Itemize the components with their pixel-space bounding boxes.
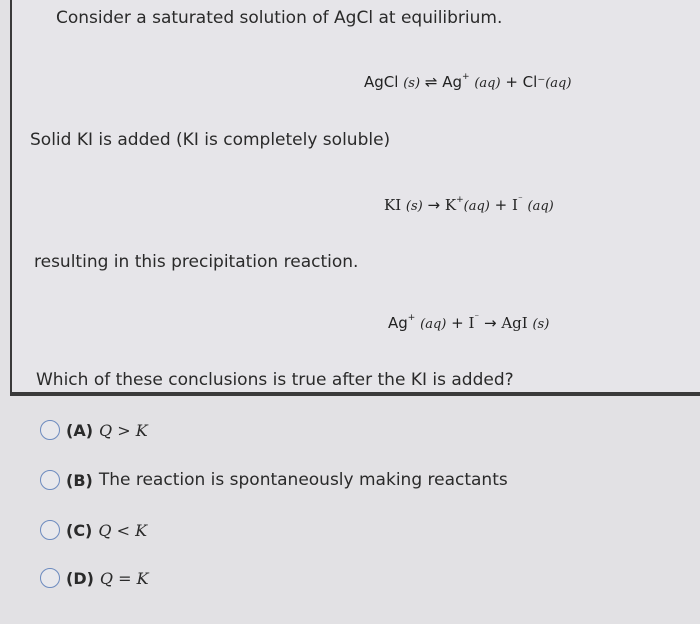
- eq1-phase-solid: (s): [403, 76, 421, 91]
- option-a-radio[interactable]: [40, 420, 60, 440]
- eq2-phase-aq-2: (aq): [527, 199, 554, 214]
- eq3-phase-aq: (aq): [420, 317, 447, 332]
- eq3-charge-i: ⁻: [474, 313, 480, 323]
- eq3-plus: +: [451, 314, 464, 332]
- option-a[interactable]: [40, 418, 148, 442]
- eq2-arrow: →: [427, 196, 441, 214]
- option-c[interactable]: [40, 518, 147, 542]
- added-text: Solid KI is added (KI is completely soluble): [30, 130, 391, 150]
- eq1-species-ag: Ag: [442, 73, 462, 91]
- eq2-phase-solid: (s): [405, 199, 423, 214]
- eq1-phase-aq-2: (aq): [545, 76, 572, 91]
- option-d-radio[interactable]: [40, 568, 60, 588]
- eq3-species-ag: Ag: [388, 314, 408, 332]
- option-c-text: Q < K: [98, 520, 148, 540]
- question-prompt: Which of these conclusions is true after the KI is added?: [36, 370, 514, 390]
- option-d-text: Q = K: [99, 568, 149, 588]
- eq2-phase-aq: (aq): [463, 199, 490, 214]
- option-b[interactable]: [40, 468, 508, 492]
- option-d[interactable]: [40, 566, 149, 590]
- eq1-phase-aq: (aq): [474, 76, 501, 91]
- dissolution-equation: [384, 196, 554, 214]
- option-b-text: The reaction is spontaneously making reactants: [98, 470, 508, 490]
- eq2-charge-k: +: [456, 195, 464, 205]
- equilibrium-equation: [364, 73, 571, 91]
- option-c-letter: (C): [66, 520, 93, 540]
- eq3-species-i: I: [468, 314, 475, 332]
- option-a-letter: (A): [66, 420, 94, 440]
- eq2-species-ki: KI: [384, 196, 402, 214]
- eq2-species-i: I: [512, 196, 518, 214]
- question-intro: Consider a saturated solution of AgCl at equilibrium.: [56, 8, 503, 28]
- eq3-arrow: →: [483, 314, 497, 332]
- eq1-species-cl: Cl⁻: [522, 73, 546, 91]
- eq3-species-agi: AgI: [501, 314, 528, 332]
- eq2-charge-i: ⁻: [517, 195, 523, 205]
- option-b-letter: (B): [66, 470, 93, 490]
- question-panel: [10, 0, 700, 396]
- eq1-equilibrium-arrow: ⇌: [424, 73, 438, 91]
- eq1-charge-ag: +: [461, 72, 470, 82]
- answer-options: [0, 400, 700, 624]
- eq2-species-k: K: [444, 196, 457, 214]
- eq1-plus: +: [505, 73, 518, 91]
- eq1-species-agcl: AgCl: [364, 73, 399, 91]
- precipitation-equation: [388, 314, 549, 332]
- option-c-radio[interactable]: [40, 520, 60, 540]
- option-b-radio[interactable]: [40, 470, 60, 490]
- result-text: resulting in this precipitation reaction.: [34, 252, 359, 272]
- eq3-phase-solid: (s): [532, 317, 550, 332]
- option-a-text: Q > K: [99, 420, 148, 440]
- eq2-plus: +: [494, 196, 508, 214]
- option-d-letter: (D): [66, 568, 94, 588]
- eq3-charge-ag: +: [407, 313, 416, 323]
